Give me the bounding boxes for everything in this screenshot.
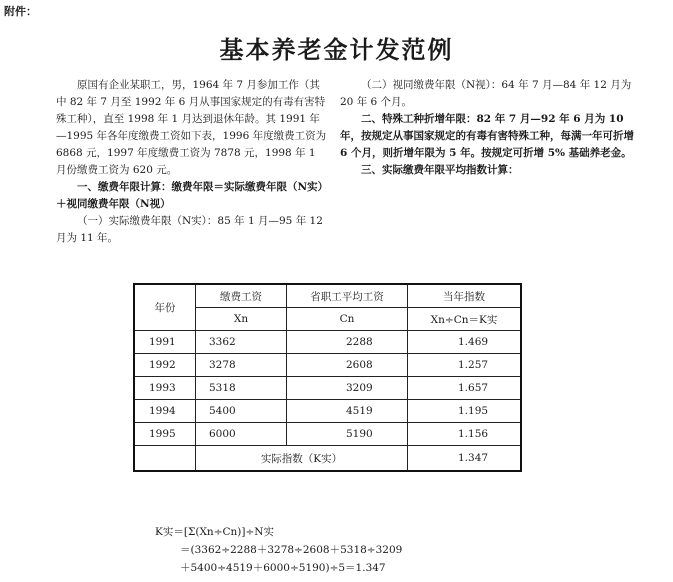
section-1-heading: 一、缴费年限计算：缴费年限＝实际缴费年限（N实）＋视同缴费年限（N视） <box>56 181 323 210</box>
table-row <box>134 423 521 446</box>
formula-line-2: ＝(3362÷2288＋3278÷2608＋5318÷3209 <box>180 544 403 556</box>
section-1-item-2: （二）视同缴费年限（N视）：64 年 7 月—84 年 12 月为 20 年 6 个月。 <box>340 79 632 108</box>
row-cn: 3209 <box>287 377 408 400</box>
section-1-item-1: （一）实际缴费年限（N实）：85 年 1 月—95 年 12 月为 11 年。 <box>56 215 323 244</box>
contribution-index-table <box>133 283 522 472</box>
page-title: 基本养老金计发范例 <box>219 36 454 64</box>
footer-value: 1.347 <box>408 446 522 472</box>
right-column <box>340 77 640 179</box>
case-intro-paragraph: 原国有企业某职工，男，1964 年 7 月参加工作（其中 82 年 7 月至 1992 年 6 月从事国家规定的有毒有害特殊工种），直至 1998 年 1 月达到退休年龄。其 1991 年—1995 年各年度缴费工资如下表，1996 年度缴费工资为 6868 元，1997 年度缴费工资为 7878 元，1998 年 1 月份缴费工资为 620 元。 <box>56 79 327 176</box>
row-year: 1993 <box>134 377 196 400</box>
annual-index-header: 当年指数 <box>408 284 522 308</box>
table-row <box>134 331 521 354</box>
cn-subheader: Cn <box>287 308 408 331</box>
row-xn: 5400 <box>196 400 287 423</box>
table-footer-row <box>134 446 521 472</box>
formula-line-1: K实＝[Σ(Xn÷Cn)]÷N实 <box>155 526 274 538</box>
section-3-heading: 三、实际缴费年限平均指数计算： <box>361 164 519 176</box>
row-cn: 2608 <box>287 354 408 377</box>
attachment-label: 附件： <box>4 5 37 18</box>
table-row <box>134 354 521 377</box>
k-subheader: Xn÷Cn＝K实 <box>408 308 522 331</box>
row-k: 1.469 <box>408 331 522 354</box>
row-k: 1.657 <box>408 377 522 400</box>
row-xn: 5318 <box>196 377 287 400</box>
row-cn: 4519 <box>287 400 408 423</box>
xn-subheader: Xn <box>196 308 287 331</box>
formula-line-3: ＋5400÷4519＋6000÷5190)÷5＝1.347 <box>180 562 386 574</box>
row-year: 1992 <box>134 354 196 377</box>
row-year: 1994 <box>134 400 196 423</box>
row-year: 1995 <box>134 423 196 446</box>
footer-spacer <box>134 446 196 472</box>
contribution-wage-header: 缴费工资 <box>196 284 287 308</box>
footer-label: 实际指数（K实） <box>196 446 408 472</box>
section-2-heading: 二、特殊工种折增年限：82 年 7 月—92 年 6 月为 10 年，按规定从事国家规定的有毒有害特殊工种，每满一年可折增 6 个月，则折增年限为 5 年。按规定可折增 5% 基础养老金。 <box>340 113 634 159</box>
average-wage-header: 省职工平均工资 <box>287 284 408 308</box>
table-row <box>134 400 521 423</box>
table-row <box>134 377 521 400</box>
row-xn: 3278 <box>196 354 287 377</box>
row-k: 1.257 <box>408 354 522 377</box>
row-year: 1991 <box>134 331 196 354</box>
row-k: 1.195 <box>408 400 522 423</box>
row-cn: 2288 <box>287 331 408 354</box>
row-k: 1.156 <box>408 423 522 446</box>
left-column <box>56 77 328 247</box>
year-header: 年份 <box>134 284 196 331</box>
row-cn: 5190 <box>287 423 408 446</box>
row-xn: 3362 <box>196 331 287 354</box>
row-xn: 6000 <box>196 423 287 446</box>
